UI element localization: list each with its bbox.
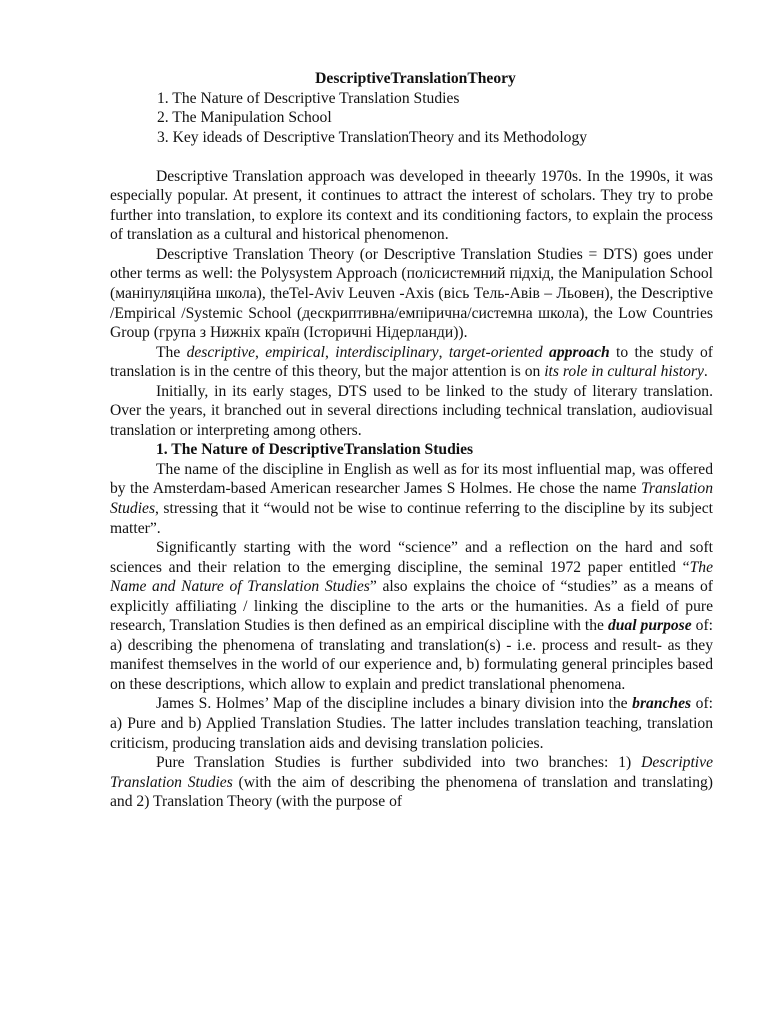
text-run: Significantly starting with the word “science” and a reflection on the hard and soft sciences and their relation to the emerging discipline, the seminal 1972 paper entitled “: [110, 539, 713, 576]
text-run: The name of the discipline in English as well as for its most influential map, was offered by the Amsterdam-based American researcher James S Holmes. He chose the name: [110, 460, 713, 498]
italic-run: interdisciplinary: [335, 343, 439, 361]
text-run: James S. Holmes’ Map of the discipline includes a binary division into the: [156, 695, 633, 713]
text-run: of: a) Pure and b) Applied Translation Studies. The latter includes translation teaching, translation criticism, producing translation aids and devising translation policies.: [110, 695, 713, 752]
italic-run: descriptive: [186, 343, 255, 361]
bold-italic-run: branches: [632, 695, 692, 713]
bold-italic-run: dual purpose: [607, 617, 692, 635]
paragraph-dts-terms: Descriptive Translation Theory (or Descriptive Translation Studies = DTS) goes under other terms as well: the Polysystem Approach (полісистемний підхід, the Manipulation School (маніпуляційна школа), theTel-Aviv Leuven -Axis (вісь Тель-Авів – Льовен), the Descriptive /Empirical /Systemic School (дескриптивна/емпірична/системна школа), the Low Countries Group (група з Нижніх країн (Історичні Нідерланди)).: [110, 245, 713, 342]
paragraph-holmes-map: [110, 694, 713, 753]
paragraph-early-stages: Initially, in its early stages, DTS used to be linked to the study of literary translation. Over the years, it branched out in several directions including technical translation, audiovisual translation or interpreting among others.: [110, 382, 713, 439]
paragraph-approach: [110, 343, 713, 382]
paragraph-holmes-name: [110, 460, 713, 538]
bold-italic-run: approach: [549, 343, 610, 361]
italic-run: empirical: [265, 343, 325, 361]
italic-run: its role in cultural history: [544, 363, 704, 381]
italic-run: target-oriented: [448, 343, 543, 361]
toc-item: 2. The Manipulation School: [157, 109, 332, 127]
toc-item: 1. The Nature of Descriptive Translation Studies: [157, 89, 460, 107]
paragraph-seminal-paper: [110, 538, 713, 694]
section-heading: 1. The Nature of DescriptiveTranslation Studies: [156, 441, 474, 459]
table-of-contents: [110, 89, 713, 148]
text-run: ,: [255, 343, 266, 361]
text-run: The: [156, 343, 187, 361]
text-run: .: [703, 363, 708, 381]
text-run: , stressing that it “would not be wise to continue referring to the discipline by its subject matter”.: [110, 499, 713, 537]
italic-run: The Name and Nature of Translation Studies: [110, 558, 713, 596]
italic-run: Descriptive Translation Studies: [110, 754, 713, 791]
text-run: of: a) describing the phenomena of translating and translation(s) - i.e. process and result- as they manifest themselves in the world of our experience and, b) formulating general principles based on these descriptions, which allow to explain and predict translational phenomena.: [110, 617, 713, 693]
italic-run: Translation Studies: [110, 480, 713, 517]
document-body: [110, 69, 713, 812]
text-run: ,: [325, 343, 336, 361]
text-run: to the study of translation is in the centre of this theory, but the major attention is on: [110, 343, 713, 381]
paragraph-intro: Descriptive Translation approach was developed in theearly 1970s. In the 1990s, it was especially popular. At present, it continues to attract the interest of scholars. They try to probe further into translation, to explore its context and its conditioning factors, to explain the process of translation as a cultural and historical phenomenon.: [110, 167, 713, 244]
text-run: ,: [438, 343, 449, 361]
toc-item: 3. Key ideads of Descriptive TranslationTheory and its Methodology: [157, 128, 588, 146]
document-title: DescriptiveTranslationTheory: [315, 70, 516, 87]
text-run: (with the aim of describing the phenomena of translation and translating) and 2) Translation Theory (with the purpose of: [110, 773, 714, 811]
text-run: ” also explains the choice of “studies” as a means of explicitly affiliating / linking the discipline to the arts or the humanities. As a field of pure research, Translation Studies is then defined as an empirical discipline with the: [110, 578, 714, 635]
paragraph-pure-studies: [110, 753, 713, 812]
text-run: Pure Translation Studies is further subdivided into two branches: 1): [156, 754, 642, 772]
